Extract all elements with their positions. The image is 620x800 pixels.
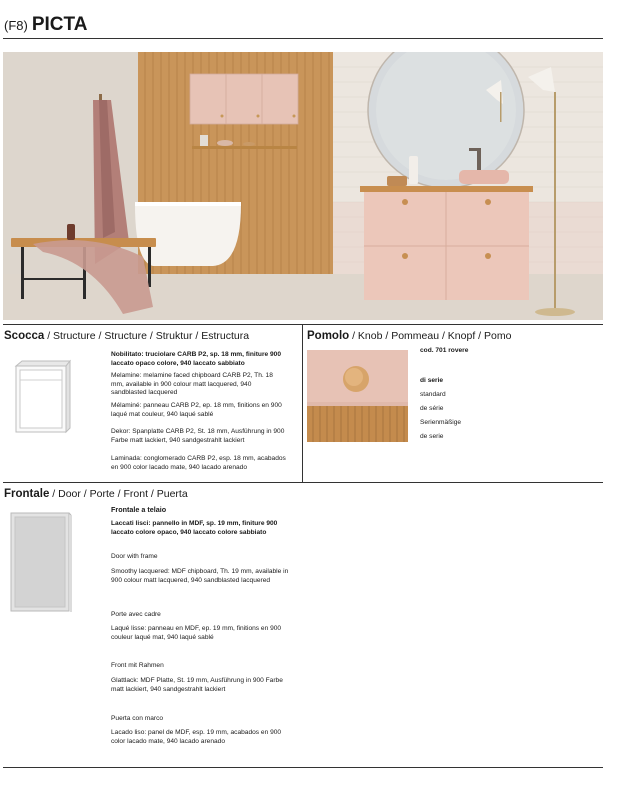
frontale-en-text: Smoothy lacquered: MDF chipboard, Th. 19 mm, available in 900 colour matt lacquered, 940 sandblasted lacquered — [111, 568, 289, 584]
header-rule — [3, 38, 603, 39]
knob-photo — [307, 350, 408, 447]
scocca-subtitle: / Structure / Structure / Struktur / Estructura — [44, 330, 250, 342]
pomolo-code: cod. 701 rovere — [420, 347, 469, 354]
hero-photo — [3, 52, 603, 320]
pomolo-subtitle: / Knob / Pommeau / Knopf / Pomo — [349, 330, 512, 342]
scocca-fr-text: Mélaminé: panneau CARB P2, ep. 18 mm, finitions en 900 laqué mat couleur, 940 laqué sablé — [111, 402, 282, 418]
scocca-it-text: Nobilitato: truciolare CARB P2, sp. 18 mm, finiture 900 laccato opaco colore, 940 laccato sabbiato — [111, 351, 282, 367]
frontale-heading — [4, 488, 188, 500]
model-code: (F8) — [4, 18, 28, 33]
section-rule-top — [3, 324, 603, 325]
frontale-it-text: Laccati lisci: pannello in MDF, sp. 19 mm, finiture 900 laccato colore opaco, 940 laccato colore sabbiato — [111, 520, 278, 536]
section-rule-middle — [3, 482, 603, 483]
pomolo-series-en: standard — [420, 391, 446, 398]
scocca-es-text: Laminada: conglomerado CARB P2, esp. 18 mm, acabados en 900 color lacado mate, 940 lacado arenado — [111, 455, 286, 471]
pomolo-series-fr: de série — [420, 405, 444, 412]
frontale-de-text: Glattlack: MDF Platte, St. 19 mm, Ausführung in 900 Farbe matt lackiert, 940 sandgestrahlt lackiert — [111, 677, 283, 693]
section-rule-bottom — [3, 767, 603, 768]
column-divider — [302, 325, 303, 482]
scocca-heading — [4, 330, 249, 342]
structure-drawing — [10, 358, 72, 441]
scocca-title: Scocca — [4, 330, 45, 342]
scocca-de-text: Dekor: Spanplatte CARB P2, St. 18 mm, Ausführung in 900 Farbe matt lackiert, 940 sandgestrahlt lackiert — [111, 428, 285, 444]
frontale-de-title: Front mit Rahmen — [111, 662, 164, 669]
page-header — [4, 14, 87, 36]
model-name: PICTA — [31, 14, 88, 35]
pomolo-heading — [307, 330, 511, 342]
frontale-it-title: Frontale a telaio — [111, 505, 167, 514]
frontale-es-text: Lacado liso: panel de MDF, esp. 19 mm, acabados en 900 color lacado mate, 940 lacado arenado — [111, 729, 282, 745]
frontale-subtitle: / Door / Porte / Front / Puerta — [49, 488, 188, 500]
bathroom-scene — [3, 52, 603, 320]
frontale-en-title: Door with frame — [111, 553, 158, 560]
pomolo-series-label: di serie — [420, 377, 444, 384]
pomolo-title: Pomolo — [307, 330, 350, 342]
frontale-fr-title: Porte avec cadre — [111, 611, 161, 618]
frontale-fr-text: Laqué lisse: panneau en MDF, ep. 19 mm, finitions en 900 couleur laqué mat, 940 laqué sablé — [111, 625, 282, 641]
scocca-en-text: Melamine: melamine faced chipboard CARB P2, Th. 18 mm, available in 900 colour matt lacquered, 940 sandblasted lacquered — [111, 372, 273, 397]
pomolo-series-es: de serie — [420, 433, 444, 440]
frontale-title: Frontale — [4, 488, 50, 500]
frontale-es-title: Puerta con marco — [111, 715, 164, 722]
pomolo-series-de: Serienmäßige — [420, 419, 462, 426]
door-drawing — [10, 512, 72, 619]
